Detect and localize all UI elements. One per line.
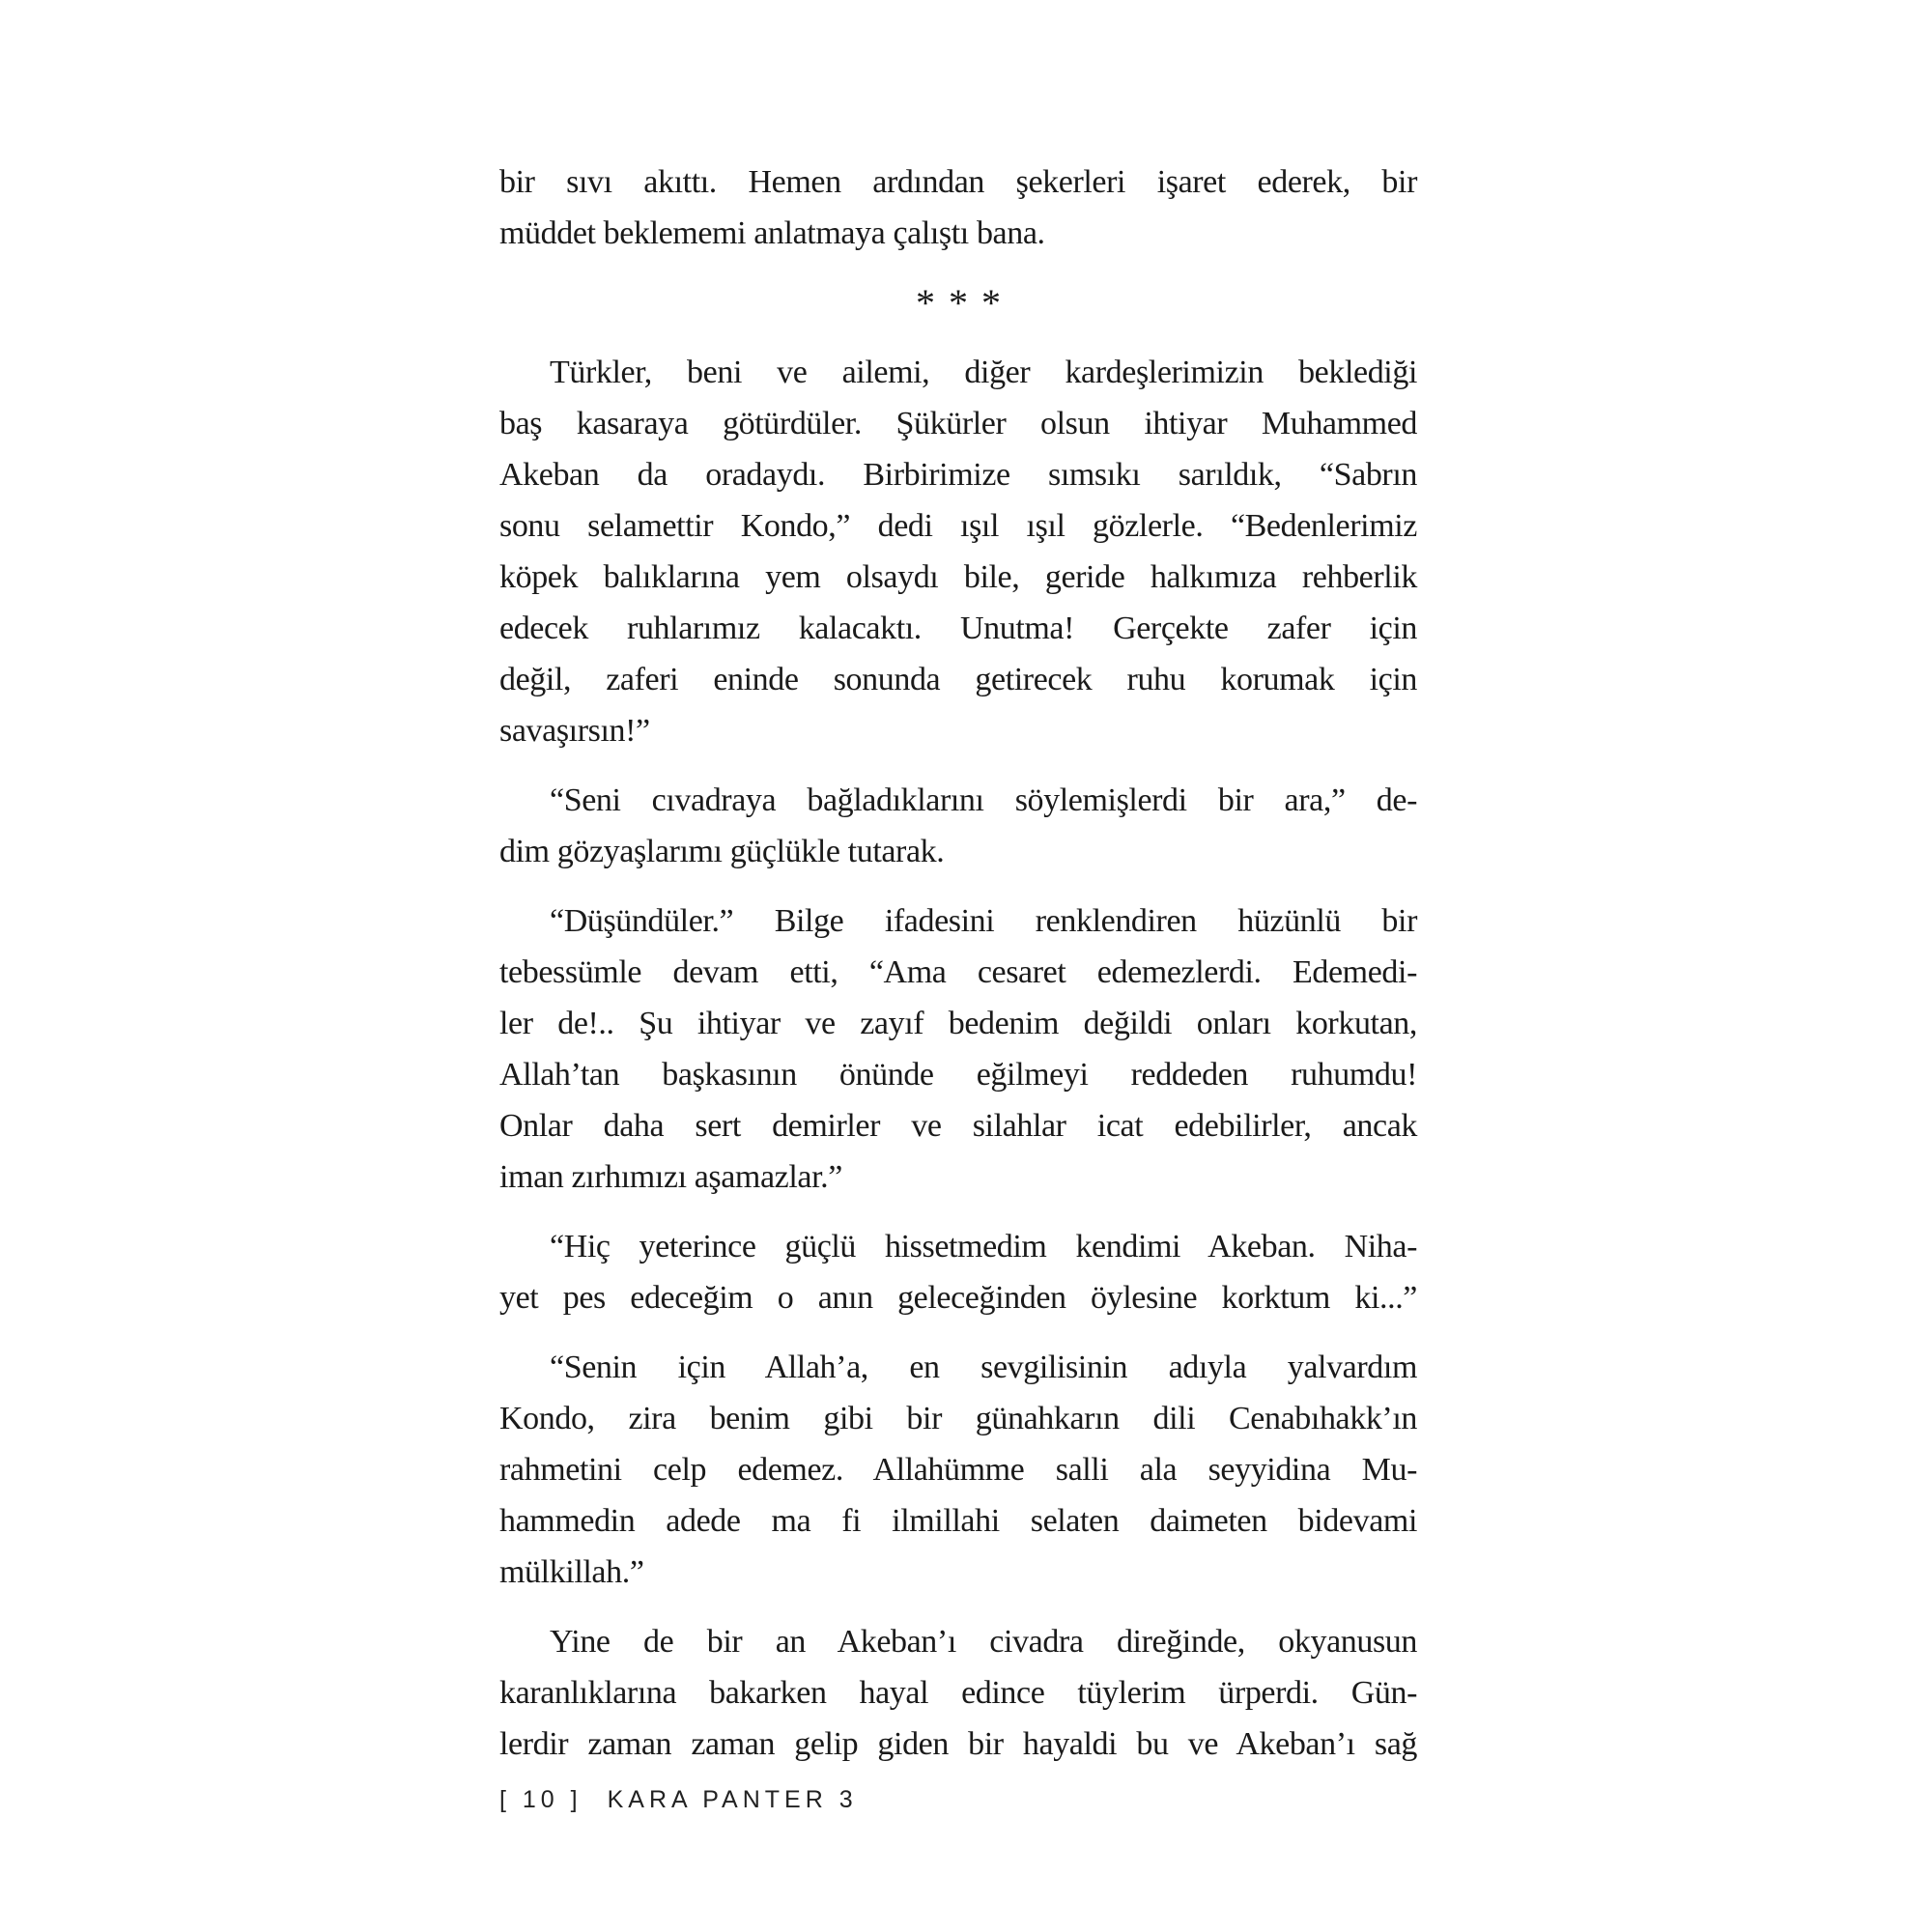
page-number: [ 10 ] (499, 1786, 582, 1813)
text-line: “Seni cıvadraya bağladıklarını söylemişlerdi bir ara,” de- (550, 782, 1417, 818)
text-line: “Hiç yeterince güçlü hissetmedim kendimi Akeban. Niha- (550, 1229, 1417, 1264)
text-line: mülkillah.” (499, 1554, 644, 1590)
text-line: savaşırsın!” (499, 713, 650, 749)
text-line: dim gözyaşlarımı güçlükle tutarak. (499, 834, 945, 869)
text-line: köpek balıklarına yem olsaydı bile, geride halkımıza rehberlik (499, 559, 1417, 595)
section-separator: *** (916, 281, 1014, 325)
text-line: yet pes edeceğim o anın geleceğinden öylesine korktum ki...” (499, 1280, 1417, 1316)
page-text-block (499, 156, 1417, 1770)
text-line: iman zırhımızı aşamazlar.” (499, 1159, 842, 1195)
paragraph (499, 775, 1417, 877)
text-line: müddet beklememi anlatmaya çalıştı bana. (499, 215, 1045, 251)
paragraph (499, 1342, 1417, 1598)
book-title: KARA PANTER 3 (607, 1786, 858, 1813)
text-line: değil, zaferi eninde sonunda getirecek ruhu korumak için (499, 662, 1417, 697)
text-line: Akeban da oradaydı. Birbirimize sımsıkı sarıldık, “Sabrın (499, 457, 1417, 493)
paragraph (499, 895, 1417, 1203)
text-line: “Senin için Allah’a, en sevgilisinin adıyla yalvardım (550, 1350, 1417, 1385)
text-line: Yine de bir an Akeban’ı civadra direğinde, okyanusun (550, 1624, 1417, 1660)
text-line: hammedin adede ma fi ilmillahi selaten daimeten bidevami (499, 1503, 1417, 1539)
text-line: rahmetini celp edemez. Allahümme salli ala seyyidina Mu- (499, 1452, 1417, 1488)
text-line: tebessümle devam etti, “Ama cesaret edemezlerdi. Edemedi- (499, 954, 1417, 990)
text-line: Onlar daha sert demirler ve silahlar icat edebilirler, ancak (499, 1108, 1417, 1144)
text-line: lerdir zaman zaman gelip giden bir hayaldi bu ve Akeban’ı sağ (499, 1726, 1417, 1762)
text-line: sonu selamettir Kondo,” dedi ışıl ışıl gözlerle. “Bedenlerimiz (499, 508, 1417, 544)
text-line: “Düşündüler.” Bilge ifadesini renklendiren hüzünlü bir (550, 903, 1417, 939)
paragraph (499, 1616, 1417, 1770)
paragraph (499, 1221, 1417, 1323)
page-footer (499, 1786, 858, 1814)
text-line: ler de!.. Şu ihtiyar ve zayıf bedenim değildi onları korkutan, (499, 1006, 1417, 1041)
text-line: Türkler, beni ve ailemi, diğer kardeşlerimizin beklediği (550, 355, 1417, 390)
paragraph (499, 347, 1417, 756)
text-line: baş kasaraya götürdüler. Şükürler olsun ihtiyar Muhammed (499, 406, 1417, 441)
paragraph (499, 156, 1417, 259)
text-line: bir sıvı akıttı. Hemen ardından şekerleri işaret ederek, bir (499, 164, 1417, 200)
text-line: karanlıklarına bakarken hayal edince tüylerim ürperdi. Gün- (499, 1675, 1417, 1711)
text-line: edecek ruhlarımız kalacaktı. Unutma! Gerçekte zafer için (499, 611, 1417, 646)
text-line: Kondo, zira benim gibi bir günahkarın dili Cenabıhakk’ın (499, 1401, 1417, 1436)
text-line: Allah’tan başkasının önünde eğilmeyi reddeden ruhumdu! (499, 1057, 1417, 1093)
